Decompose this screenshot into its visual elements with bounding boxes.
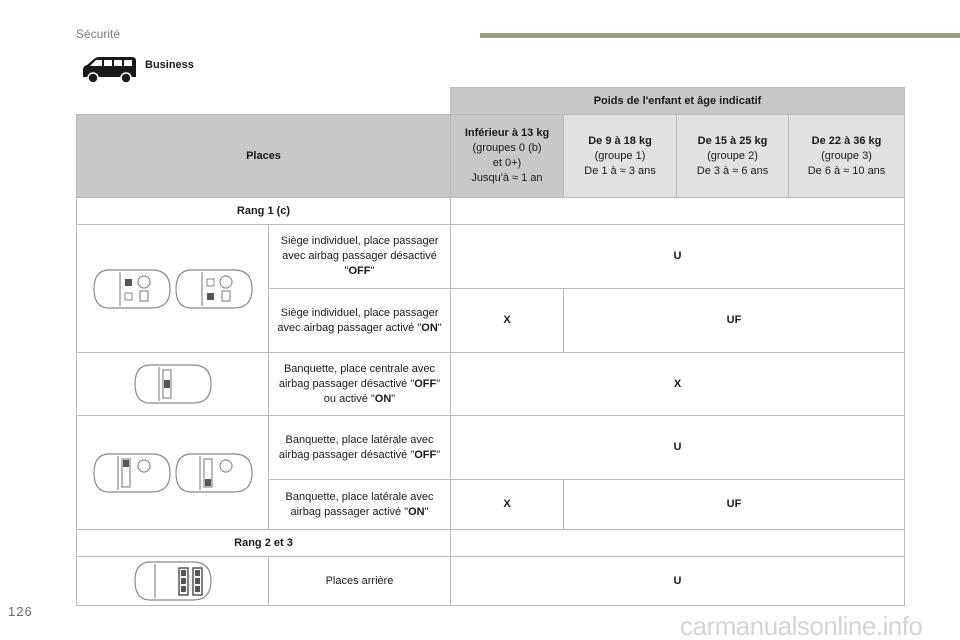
places-header: Places — [77, 115, 451, 198]
weight-col-title: Inférieur à 13 kg — [464, 127, 550, 139]
desc-text: Banquette, place centrale avec airbag passager désactivé " — [278, 362, 436, 390]
code-cell: UF — [564, 480, 905, 530]
code-cell: UF — [564, 289, 905, 353]
seat-diagram-bench-center — [77, 353, 269, 416]
desc-text: " — [370, 265, 375, 277]
page-number: 126 — [8, 604, 33, 619]
desc-text: " ou activé " — [323, 377, 441, 405]
header-blank — [77, 88, 451, 115]
rang-23-spacer — [451, 530, 905, 557]
row-desc — [269, 353, 451, 416]
desc-text: Siège individuel, place passager avec airbag passager activé " — [277, 306, 439, 334]
child-seat-matrix — [76, 87, 905, 606]
watermark: carmanualsonline.info — [680, 611, 923, 640]
group-header: Poids de l'enfant et âge indicatif — [451, 88, 905, 115]
weight-col-line: (groupe 3) — [821, 149, 872, 162]
car-topview-icon — [90, 267, 256, 311]
desc-text: Banquette, place latérale avec airbag passager désactivé " — [278, 433, 434, 461]
desc-text: " — [437, 321, 442, 334]
weight-col-line: De 6 à ≈ 10 ans — [807, 164, 886, 177]
desc-bold: OFF — [348, 265, 371, 277]
header-accent-bar — [480, 33, 960, 38]
row-desc — [269, 289, 451, 353]
code-cell: X — [451, 480, 564, 530]
vehicle-label: Business — [145, 59, 194, 71]
seat-diagram-front-single — [77, 225, 269, 353]
row-desc — [269, 416, 451, 480]
weight-col-0 — [451, 115, 564, 198]
weight-col-title: De 15 à 25 kg — [697, 134, 768, 147]
van-icon — [80, 55, 138, 85]
weight-col-2 — [677, 115, 789, 198]
car-topview-icon — [131, 362, 215, 406]
desc-text: " — [391, 392, 396, 405]
row-desc: Places arrière — [269, 557, 451, 606]
code-cell: U — [451, 557, 905, 606]
seat-diagram-rear — [77, 557, 269, 606]
desc-text: Siège individuel, place passager avec airbag passager désactivé " — [280, 235, 439, 277]
desc-bold: OFF — [414, 448, 437, 461]
weight-col-title: De 22 à 36 kg — [811, 134, 882, 147]
weight-col-title: De 9 à 18 kg — [588, 134, 652, 147]
desc-text: Banquette, place latérale avec airbag passager activé " — [285, 490, 434, 518]
desc-text: " — [424, 505, 429, 518]
desc-bold: OFF — [414, 377, 437, 390]
rang-23-title: Rang 2 et 3 — [77, 530, 451, 557]
code-cell: U — [451, 416, 905, 480]
section-title: Sécurité — [76, 27, 121, 41]
weight-col-line: De 3 à ≈ 6 ans — [696, 164, 769, 177]
weight-col-line: Jusqu'à ≈ 1 an — [471, 172, 543, 184]
car-topview-icon — [90, 451, 256, 495]
desc-bold: ON — [374, 392, 392, 405]
code-cell: U — [451, 225, 905, 289]
desc-bold: ON — [421, 321, 438, 334]
row-desc — [269, 480, 451, 530]
weight-col-3 — [789, 115, 905, 198]
row-desc — [269, 225, 451, 289]
desc-text: " — [436, 448, 441, 461]
seat-diagram-bench-lateral — [77, 416, 269, 530]
weight-col-line: De 1 à ≈ 3 ans — [584, 164, 656, 177]
rang-1-title: Rang 1 (c) — [77, 198, 451, 225]
weight-col-line: et 0+) — [492, 157, 522, 169]
car-topview-icon — [131, 559, 215, 603]
weight-col-line: (groupe 1) — [594, 149, 646, 162]
rang-1-spacer — [451, 198, 905, 225]
code-cell: X — [451, 353, 905, 416]
code-cell: X — [451, 289, 564, 353]
weight-col-1 — [564, 115, 677, 198]
desc-bold: ON — [408, 505, 425, 518]
weight-col-line: (groupe 2) — [707, 149, 758, 162]
weight-col-line: (groupes 0 (b) — [472, 142, 542, 154]
